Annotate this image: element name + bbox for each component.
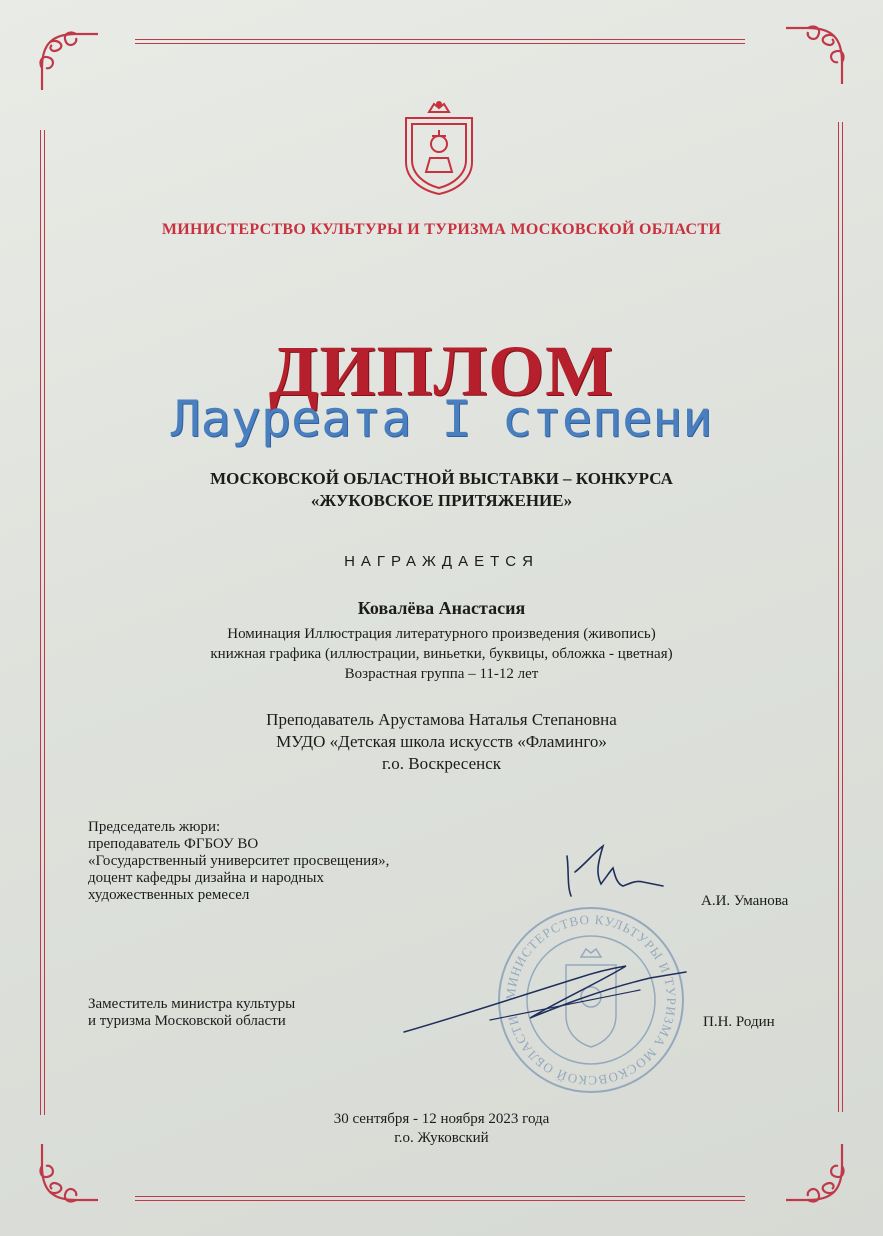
- signatory-line: Заместитель министра культуры: [88, 996, 296, 1012]
- recipient-name: Ковалёва Анастасия: [357, 598, 526, 618]
- coat-of-arms-icon: [402, 100, 476, 196]
- laureate-degree: Лауреата I степени: [170, 390, 713, 448]
- seal-text: МИНИСТЕРСТВО КУЛЬТУРЫ И ТУРИЗМА МОСКОВСКОЙ ОБЛАСТИ: [502, 911, 680, 1089]
- event-dates: [0, 1110, 883, 1148]
- signature-rodin: [400, 960, 690, 1040]
- deputy-minister-title: [88, 996, 295, 1030]
- frame-top-line: [135, 39, 745, 44]
- contest-title-line: МОСКОВСКОЙ ОБЛАСТНОЙ ВЫСТАВКИ – КОНКУРСА: [210, 469, 673, 488]
- corner-ornament-bottom-left: [36, 1140, 102, 1206]
- teacher-info: [0, 709, 883, 775]
- city-text: г.о. Жуковский: [394, 1130, 489, 1146]
- contest-title-line: «ЖУКОВСКОЕ ПРИТЯЖЕНИЕ»: [310, 491, 573, 510]
- signatory-line: художественных ремесел: [88, 887, 250, 903]
- school-city: г.о. Воскресенск: [381, 754, 502, 773]
- frame-left-line: [40, 130, 45, 1115]
- signature-umanova: [555, 842, 670, 902]
- corner-ornament-top-left: [36, 28, 102, 94]
- corner-ornament-top-right: [782, 22, 848, 88]
- nomination-text: Номинация Иллюстрация литературного произведения (живопись): [227, 626, 656, 642]
- jury-chair-name: А.И. Уманова: [701, 893, 789, 909]
- teacher-name: Преподаватель Арустамова Наталья Степановна: [266, 710, 617, 729]
- corner-ornament-bottom-right: [782, 1140, 848, 1206]
- signatory-line: «Государственный университет просвещения»,: [88, 853, 390, 869]
- award-details: [0, 624, 883, 684]
- diploma-title: ДИПЛОМ: [268, 331, 615, 411]
- school-name: МУДО «Детская школа искусств «Фламинго»: [276, 732, 607, 751]
- jury-chair-title: [88, 819, 389, 904]
- contest-title: [0, 468, 883, 512]
- dates-text: 30 сентября - 12 ноября 2023 года: [333, 1111, 550, 1127]
- signatory-line: преподаватель ФГБОУ ВО: [88, 836, 259, 852]
- age-group-text: Возрастная группа – 11-12 лет: [344, 666, 539, 682]
- ministry-heading: МИНИСТЕРСТВО КУЛЬТУРЫ И ТУРИЗМА МОСКОВСКОЙ ОБЛАСТИ: [161, 221, 722, 238]
- awarded-label: НАГРАЖДАЕТСЯ: [344, 553, 539, 570]
- signatory-line: Председатель жюри:: [88, 819, 221, 835]
- signatory-line: и туризма Московской области: [88, 1013, 286, 1029]
- deputy-minister-name: П.Н. Родин: [703, 1014, 775, 1030]
- signatory-line: доцент кафедры дизайна и народных: [88, 870, 324, 886]
- frame-bottom-line: [135, 1196, 745, 1201]
- category-text: книжная графика (иллюстрации, виньетки, буквицы, обложка - цветная): [210, 646, 673, 662]
